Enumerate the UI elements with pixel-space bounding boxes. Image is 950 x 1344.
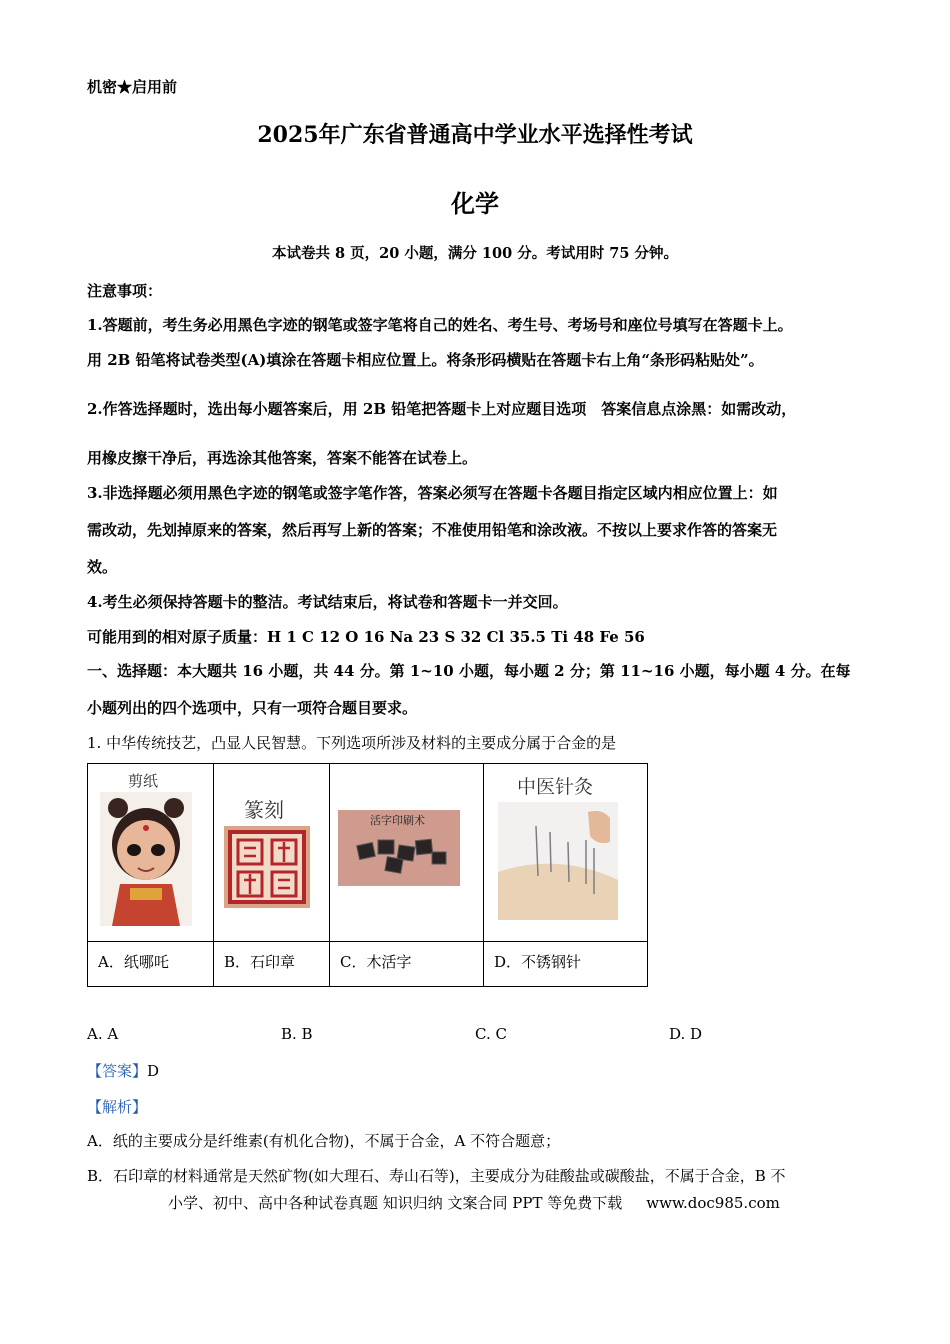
section-heading: 小题列出的四个选项中，只有一项符合题目要求。: [87, 699, 418, 717]
footer-url[interactable]: www.doc985.com: [646, 1194, 780, 1212]
note-line: 2.作答选择题时，选出每小题答案后，用 2B 铅笔把答题卡上对应题目选项 答案信息点涂黑：如需改动，: [87, 400, 797, 418]
option-c-image-cell: [330, 764, 484, 942]
note-line: 效。: [87, 558, 118, 576]
option-b-image-cell: [214, 764, 330, 942]
confidential-label: 机密★启用前: [87, 78, 178, 96]
page-footer: [168, 1192, 780, 1213]
note-line: 需改动，先划掉原来的答案，然后再写上新的答案；不准使用铅笔和涂改液。不按以上要求作答的答案无: [87, 521, 778, 539]
image-caption: 活字印刷术: [370, 814, 425, 827]
answer-value: D: [147, 1062, 160, 1080]
image-caption: 篆刻: [244, 798, 284, 822]
footer-text: 小学、初中、高中各种试卷真题 知识归纳 文案合同 PPT 等免费下载: [168, 1194, 623, 1212]
option-b-label: B．石印章: [214, 942, 330, 987]
option-a-image-cell: [88, 764, 214, 942]
option-a-label: A．纸哪吒: [88, 942, 214, 987]
note-line: 用 2B 铅笔将试卷类型(A)填涂在答题卡相应位置上。将条形码横贴在答题卡右上角“条形码粘贴处”。: [87, 351, 764, 369]
note-line: 1.答题前，考生务必用黑色字迹的钢笔或签字笔将自己的姓名、考生号、考场号和座位号填写在答题卡上。: [87, 316, 793, 334]
image-caption: 中医针灸: [517, 776, 594, 798]
subject-title: 化学: [451, 189, 499, 218]
stone-seal-figure: [224, 826, 310, 908]
paper-nezha-figure: [100, 792, 192, 926]
answer-tag: 【答案】: [87, 1062, 148, 1080]
section-heading: 一、选择题：本大题共 16 小题，共 44 分。第 1~10 小题，每小题 2 分；第 11~16 小题，每小题 4 分。在每: [87, 662, 851, 680]
note-line: 4.考生必须保持答题卡的整洁。考试结束后，将试卷和答题卡一并交回。: [87, 593, 568, 611]
note-line: 3.非选择题必须用黑色字迹的钢笔或签字笔作答，答案必须写在答题卡各题目指定区域内相应位置上：如: [87, 484, 778, 502]
image-caption: 剪纸: [128, 772, 159, 790]
exam-info: 本试卷共 8 页，20 小题，满分 100 分。考试用时 75 分钟。: [271, 245, 679, 262]
analysis-line: A．纸的主要成分是纤维素(有机化合物)，不属于合金，A 不符合题意；: [87, 1132, 561, 1150]
atomic-mass-line: 可能用到的相对原子质量：H 1 C 12 O 16 Na 23 S 32 Cl 35.5 Ti 48 Fe 56: [87, 628, 645, 646]
analysis-line: B．石印章的材料通常是天然矿物(如大理石、寿山石等)，主要成分为硅酸盐或碳酸盐，不属于合金，B 不: [87, 1167, 786, 1185]
choice-c: C. C: [475, 1025, 507, 1043]
exam-title: 2025年广东省普通高中学业水平选择性考试: [257, 122, 693, 148]
option-d-label: D．不锈钢针: [484, 942, 648, 987]
choice-a: A. A: [87, 1025, 119, 1043]
choice-d: D. D: [669, 1025, 703, 1043]
acupuncture-needles-figure: [498, 802, 618, 920]
note-line: 用橡皮擦干净后，再选涂其他答案，答案不能答在试卷上。: [87, 449, 478, 467]
option-c-label: C．木活字: [330, 942, 484, 987]
option-d-image-cell: [484, 764, 648, 942]
question-image-table: [87, 763, 648, 987]
choice-b: B. B: [281, 1025, 313, 1043]
answer-line: [87, 1060, 159, 1081]
analysis-tag: 【解析】: [87, 1098, 148, 1116]
notes-heading: 注意事项：: [87, 282, 163, 300]
question-stem: 1. 中华传统技艺，凸显人民智慧。下列选项所涉及材料的主要成分属于合金的是: [87, 734, 617, 752]
